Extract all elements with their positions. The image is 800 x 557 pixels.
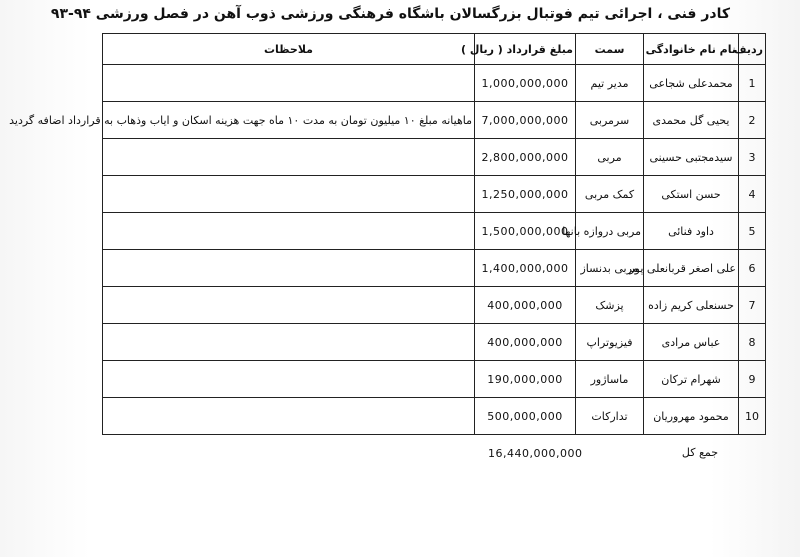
- table-header-row: [103, 34, 766, 65]
- contract-amount: 400,000,000: [475, 324, 576, 361]
- contract-amount: 1,400,000,000: [475, 250, 576, 287]
- person-name: شهرام ترکان: [644, 361, 739, 398]
- row-notes: [103, 213, 475, 250]
- document-title: کادر فنی ، اجرائی تیم فوتبال بزرگسالان باشگاه فرهنگی ورزشی ذوب آهن در فصل ورزشی ۹۴-۹۳: [50, 6, 730, 22]
- row-number: 2: [739, 102, 766, 139]
- person-position: مربی بدنساز: [576, 250, 644, 287]
- grand-total-value: 16,440,000,000: [488, 447, 583, 460]
- contract-amount: 1,250,000,000: [475, 176, 576, 213]
- staff-contract-table: [9, 33, 766, 435]
- row-number: 4: [739, 176, 766, 213]
- person-position: پزشک: [576, 287, 644, 324]
- person-name: حسنعلی کریم زاده: [644, 287, 739, 324]
- row-number: 3: [739, 139, 766, 176]
- row-notes: [103, 361, 475, 398]
- row-number: 6: [739, 250, 766, 287]
- contract-amount: 190,000,000: [475, 361, 576, 398]
- table-row: [103, 176, 766, 213]
- table-row: [103, 361, 766, 398]
- table-row: [103, 398, 766, 435]
- grand-total-label: جمع کل: [681, 446, 718, 459]
- table-row: [103, 324, 766, 361]
- row-number: 5: [739, 213, 766, 250]
- person-position: مربی دروازه بانها: [576, 213, 644, 250]
- person-position: تدارکات: [576, 398, 644, 435]
- header-contract-amount: مبلغ قرارداد ( ریال ): [475, 34, 576, 65]
- person-position: کمک مربی: [576, 176, 644, 213]
- contract-amount: 2,800,000,000: [475, 139, 576, 176]
- table-row: [103, 139, 766, 176]
- table-row: [103, 250, 766, 287]
- person-name: یحیی گل محمدی: [644, 102, 739, 139]
- person-name: محمدعلی شجاعی: [644, 65, 739, 102]
- person-name: محمود مهروریان: [644, 398, 739, 435]
- header-row-number: ردیف: [739, 34, 766, 65]
- person-name: داود فنائی: [644, 213, 739, 250]
- header-position: سمت: [576, 34, 644, 65]
- person-name: حسن استکی: [644, 176, 739, 213]
- row-number: 9: [739, 361, 766, 398]
- person-position: ماساژور: [576, 361, 644, 398]
- person-name: عباس مرادی: [644, 324, 739, 361]
- contract-amount: 7,000,000,000: [475, 102, 576, 139]
- table-row: [103, 102, 766, 139]
- person-name: سیدمجتبی حسینی: [644, 139, 739, 176]
- person-name: علی اصغر قربانعلی پور: [644, 250, 739, 287]
- row-number: 7: [739, 287, 766, 324]
- row-notes: [103, 139, 475, 176]
- row-notes: [103, 398, 475, 435]
- row-number: 10: [739, 398, 766, 435]
- person-position: سرمربی: [576, 102, 644, 139]
- contract-amount: 400,000,000: [475, 287, 576, 324]
- row-number: 1: [739, 65, 766, 102]
- contract-amount: 1,000,000,000: [475, 65, 576, 102]
- row-notes: ماهیانه مبلغ ۱۰ میلیون تومان به مدت ۱۰ ماه جهت هزینه اسکان و ایاب وذهاب به قرارداد اضافه گردید: [103, 102, 475, 139]
- table-row: [103, 287, 766, 324]
- row-notes: [103, 287, 475, 324]
- row-notes: [103, 250, 475, 287]
- table-row: [103, 213, 766, 250]
- contract-amount: 1,500,000,000: [475, 213, 576, 250]
- header-notes: ملاحظات: [103, 34, 475, 65]
- table-row: [103, 65, 766, 102]
- row-notes: [103, 176, 475, 213]
- header-full-name: نام نام خانوادگی: [644, 34, 739, 65]
- row-notes: [103, 65, 475, 102]
- contract-amount: 500,000,000: [475, 398, 576, 435]
- person-position: مربی: [576, 139, 644, 176]
- person-position: فیزیوتراپ: [576, 324, 644, 361]
- row-number: 8: [739, 324, 766, 361]
- row-notes: [103, 324, 475, 361]
- person-position: مدیر تیم: [576, 65, 644, 102]
